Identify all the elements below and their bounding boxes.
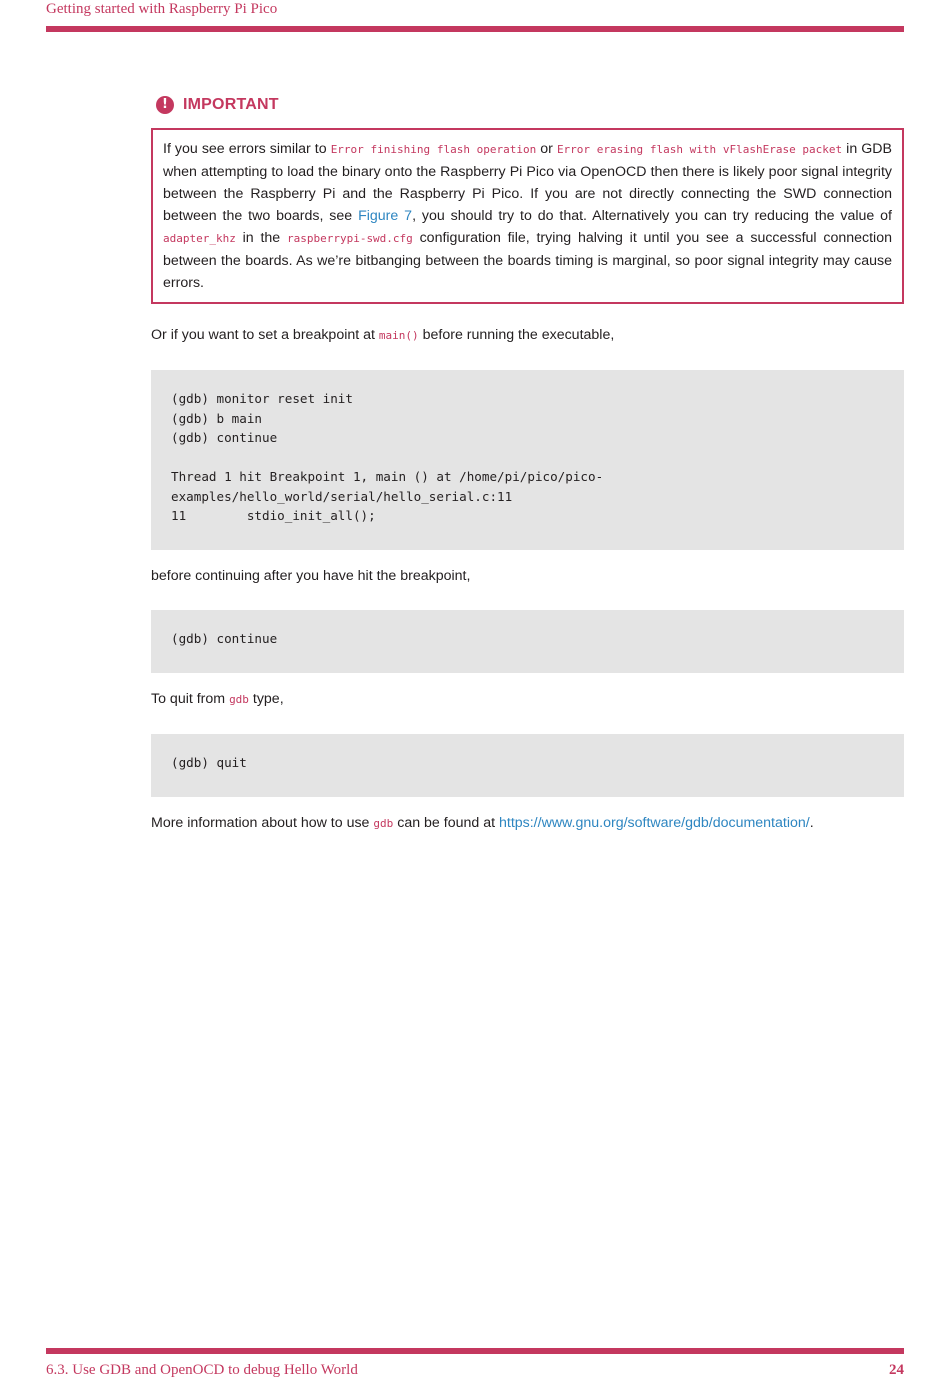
admonition-text: in GDB when attempting to load the binary onto the Raspberry Pi Pico via OpenOCD then there is likely poor signal integrity between the Raspberry Pi and the Raspberry Pi Pico. If you are not directly connecting the SWD connection between the two boards, see [163,141,893,224]
admonition-heading [156,92,904,118]
inline-code: Error finishing flash operation [330,143,537,156]
inline-code: Error erasing flash with vFlashErase packet [556,143,843,156]
important-admonition-box [151,128,904,304]
paragraph-text: . [809,815,814,831]
gdb-continue-code-block: (gdb) continue [151,610,904,673]
admonition-text: If you see errors similar to [163,141,331,157]
continue-paragraph: before continuing after you have hit the breakpoint, [151,568,471,584]
exclamation-circle-icon: ! [156,96,174,114]
inline-code: adapter_khz [163,232,236,245]
inline-code: main() [378,329,419,342]
footer-section-title: 6.3. Use GDB and OpenOCD to debug Hello World [46,1362,358,1378]
admonition-text: , you should try to do that. Alternatively you can try reducing the value of [412,208,892,224]
paragraph-text: More information about how to use [151,815,374,831]
inline-code: gdb [229,693,249,706]
admonition-title: IMPORTANT [183,96,279,113]
page-footer [46,1362,904,1379]
footer-rule [46,1348,904,1354]
breakpoint-paragraph [151,324,904,347]
page-number: 24 [889,1362,904,1378]
paragraph-text: type, [248,691,284,707]
admonition-text: configuration file, trying halving it until you see a successful connection between the boards. As we’re bitbanging between the boards timing is marginal, so poor signal integrity may cause errors. [163,230,892,291]
admonition-text: in the [235,230,287,246]
paragraph-text: To quit from [151,691,230,707]
more-info-paragraph [151,812,904,835]
inline-code: gdb [373,817,394,830]
gdb-documentation-link[interactable]: https://www.gnu.org/software/gdb/documentation/ [498,815,810,831]
paragraph-text: before running the executable, [418,327,615,343]
figure-7-link[interactable]: Figure 7 [358,208,413,224]
main-content [151,92,904,835]
quit-paragraph [151,688,904,711]
document-title: Getting started with Raspberry Pi Pico [46,1,278,17]
gdb-breakpoint-code-block: (gdb) monitor reset init (gdb) b main (gdb) continue Thread 1 hit Breakpoint 1, main () at /home/pi/pico/pico- examples/hello_world/serial/hello_serial.c:11 11 stdio_init_all(); [151,370,904,550]
admonition-text: or [536,141,557,157]
header-rule [46,26,904,32]
paragraph-text: Or if you want to set a breakpoint at [151,327,379,343]
paragraph-text: can be found at [393,815,499,831]
inline-code: raspberrypi-swd.cfg [286,232,413,245]
gdb-quit-code-block: (gdb) quit [151,734,904,797]
page-header [46,0,904,20]
